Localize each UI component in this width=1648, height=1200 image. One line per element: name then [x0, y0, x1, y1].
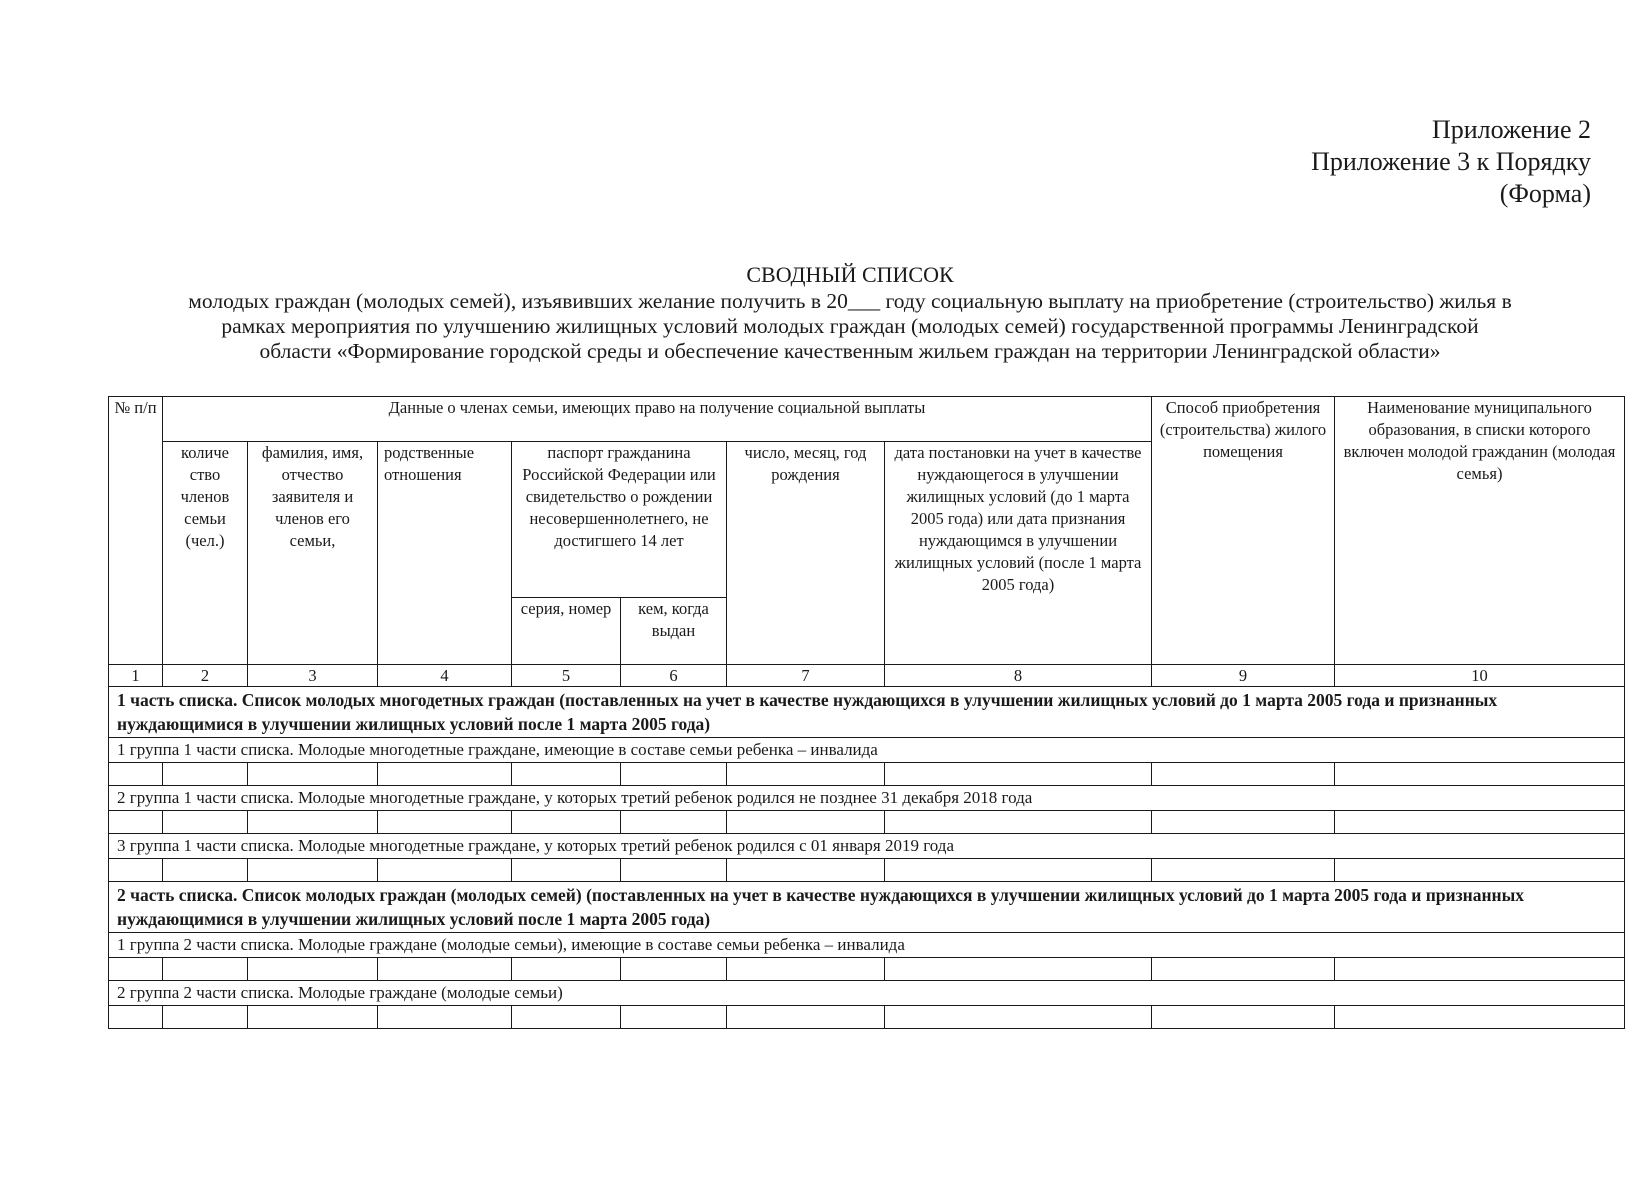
blank-row	[109, 1006, 1625, 1029]
blank-cell[interactable]	[109, 958, 163, 981]
blank-cell[interactable]	[1152, 763, 1335, 786]
title-line-2: рамках мероприятия по улучшению жилищных условий молодых граждан (молодых семей) государственной программы Ленинградской	[221, 314, 1479, 338]
blank-cell[interactable]	[163, 763, 248, 786]
blank-cell[interactable]	[1335, 1006, 1625, 1029]
header-registration: дата постановки на учет в качестве нуждающегося в улучшении жилищных условий (до 1 марта 2005 года) или дата признания нуждающимся в улучшении жилищных условий (после 1 марта 2005 года)	[885, 442, 1152, 665]
blank-cell[interactable]	[621, 811, 727, 834]
col-num-5: 5	[512, 665, 621, 687]
blank-cell[interactable]	[248, 763, 378, 786]
col-num-10: 10	[1335, 665, 1625, 687]
blank-cell[interactable]	[1152, 859, 1335, 882]
blank-cell[interactable]	[727, 763, 885, 786]
blank-cell[interactable]	[727, 811, 885, 834]
header-num: № п/п	[109, 397, 163, 665]
blank-cell[interactable]	[378, 859, 512, 882]
blank-cell[interactable]	[512, 859, 621, 882]
header-series: серия, номер	[512, 598, 621, 665]
blank-cell[interactable]	[378, 811, 512, 834]
title-line-3: области «Формирование городской среды и обеспечение качественным жильем граждан на территории Ленинградской области»	[259, 339, 1441, 363]
blank-cell[interactable]	[163, 958, 248, 981]
header-relations: родственные отношения	[378, 442, 512, 665]
part1-row	[109, 687, 1625, 738]
blank-cell[interactable]	[248, 1006, 378, 1029]
part2-group2-title: 2 группа 2 части списка. Молодые граждане (молодые семьи)	[109, 981, 1625, 1006]
blank-cell[interactable]	[378, 1006, 512, 1029]
appendix-line-1: Приложение 2	[1431, 115, 1591, 144]
blank-cell[interactable]	[885, 763, 1152, 786]
part2-group1-title: 1 группа 2 части списка. Молодые граждане (молодые семьи), имеющие в составе семьи ребенка – инвалида	[109, 933, 1625, 958]
blank-cell[interactable]	[248, 811, 378, 834]
blank-row	[109, 958, 1625, 981]
col-num-3: 3	[248, 665, 378, 687]
col-num-8: 8	[885, 665, 1152, 687]
blank-cell[interactable]	[512, 763, 621, 786]
blank-cell[interactable]	[1335, 811, 1625, 834]
header-names: фамилия, имя, отчество заявителя и членов его семьи,	[248, 442, 378, 665]
blank-row	[109, 763, 1625, 786]
col-num-2: 2	[163, 665, 248, 687]
header-row-1	[109, 397, 1625, 442]
part2-group1-row	[109, 933, 1625, 958]
title-line-1: молодых граждан (молодых семей), изъявивших желание получить в 20___ году социальную выплату на приобретение (строительство) жилья в	[188, 289, 1512, 313]
blank-cell[interactable]	[109, 811, 163, 834]
col-num-9: 9	[1152, 665, 1335, 687]
header-passport: паспорт гражданина Российской Федерации или свидетельство о рождении несовершеннолетнего, не достигшего 14 лет	[512, 442, 727, 598]
blank-cell[interactable]	[885, 859, 1152, 882]
blank-cell[interactable]	[1335, 859, 1625, 882]
blank-cell[interactable]	[621, 763, 727, 786]
part1-group1-row	[109, 738, 1625, 763]
blank-cell[interactable]	[109, 1006, 163, 1029]
blank-cell[interactable]	[1152, 811, 1335, 834]
document-heading: СВОДНЫЙ СПИСОК	[746, 262, 954, 287]
blank-cell[interactable]	[1335, 958, 1625, 981]
blank-cell[interactable]	[378, 958, 512, 981]
blank-cell[interactable]	[727, 958, 885, 981]
blank-cell[interactable]	[727, 1006, 885, 1029]
blank-row	[109, 859, 1625, 882]
part1-title: 1 часть списка. Список молодых многодетных граждан (поставленных на учет в качестве нуждающихся в улучшении жилищных условий до 1 марта 2005 года и признанных нуждающимися в улучшении жилищных условий после 1 марта 2005 года)	[109, 687, 1625, 738]
part2-row	[109, 882, 1625, 933]
header-birth: число, месяц, год рождения	[727, 442, 885, 665]
part1-group3-row	[109, 834, 1625, 859]
blank-cell[interactable]	[727, 859, 885, 882]
appendix-line-2: Приложение 3 к Порядку	[1311, 147, 1591, 176]
blank-cell[interactable]	[885, 811, 1152, 834]
header-family-data: Данные о членах семьи, имеющих право на получение социальной выплаты	[163, 397, 1152, 442]
header-method: Способ приобретения (строительства) жилого помещения	[1152, 397, 1335, 665]
blank-cell[interactable]	[621, 859, 727, 882]
appendix-line-3: (Форма)	[1499, 179, 1591, 208]
part2-title: 2 часть списка. Список молодых граждан (молодых семей) (поставленных на учет в качестве нуждающихся в улучшении жилищных условий до 1 марта 2005 года и признанных нуждающимися в улучшении жилищных условий после 1 марта 2005 года)	[109, 882, 1625, 933]
blank-cell[interactable]	[109, 859, 163, 882]
blank-cell[interactable]	[1335, 763, 1625, 786]
blank-cell[interactable]	[512, 811, 621, 834]
blank-cell[interactable]	[512, 958, 621, 981]
part1-group2-row	[109, 786, 1625, 811]
blank-cell[interactable]	[885, 1006, 1152, 1029]
blank-cell[interactable]	[621, 1006, 727, 1029]
blank-cell[interactable]	[248, 958, 378, 981]
col-num-6: 6	[621, 665, 727, 687]
header-municipality: Наименование муниципального образования, в списки которого включен молодой гражданин (молодая семья)	[1335, 397, 1625, 665]
part1-group2-title: 2 группа 1 части списка. Молодые многодетные граждане, у которых третий ребенок родился не позднее 31 декабря 2018 года	[109, 786, 1625, 811]
blank-cell[interactable]	[1152, 1006, 1335, 1029]
col-num-7: 7	[727, 665, 885, 687]
summary-list-table	[108, 396, 1625, 1029]
blank-cell[interactable]	[248, 859, 378, 882]
blank-cell[interactable]	[163, 1006, 248, 1029]
blank-cell[interactable]	[378, 763, 512, 786]
blank-cell[interactable]	[163, 811, 248, 834]
col-num-1: 1	[109, 665, 163, 687]
blank-cell[interactable]	[621, 958, 727, 981]
blank-row	[109, 811, 1625, 834]
part1-group3-title: 3 группа 1 части списка. Молодые многодетные граждане, у которых третий ребенок родился с 01 января 2019 года	[109, 834, 1625, 859]
column-number-row	[109, 665, 1625, 687]
appendix-caption	[1311, 114, 1591, 210]
blank-cell[interactable]	[109, 763, 163, 786]
col-num-4: 4	[378, 665, 512, 687]
blank-cell[interactable]	[1152, 958, 1335, 981]
header-count: количе ство членов семьи (чел.)	[163, 442, 248, 665]
blank-cell[interactable]	[512, 1006, 621, 1029]
part1-group1-title: 1 группа 1 части списка. Молодые многодетные граждане, имеющие в составе семьи ребенка – инвалида	[109, 738, 1625, 763]
blank-cell[interactable]	[885, 958, 1152, 981]
part2-group2-row	[109, 981, 1625, 1006]
blank-cell[interactable]	[163, 859, 248, 882]
document-title	[110, 262, 1590, 364]
header-issued-by: кем, когда выдан	[621, 598, 727, 665]
